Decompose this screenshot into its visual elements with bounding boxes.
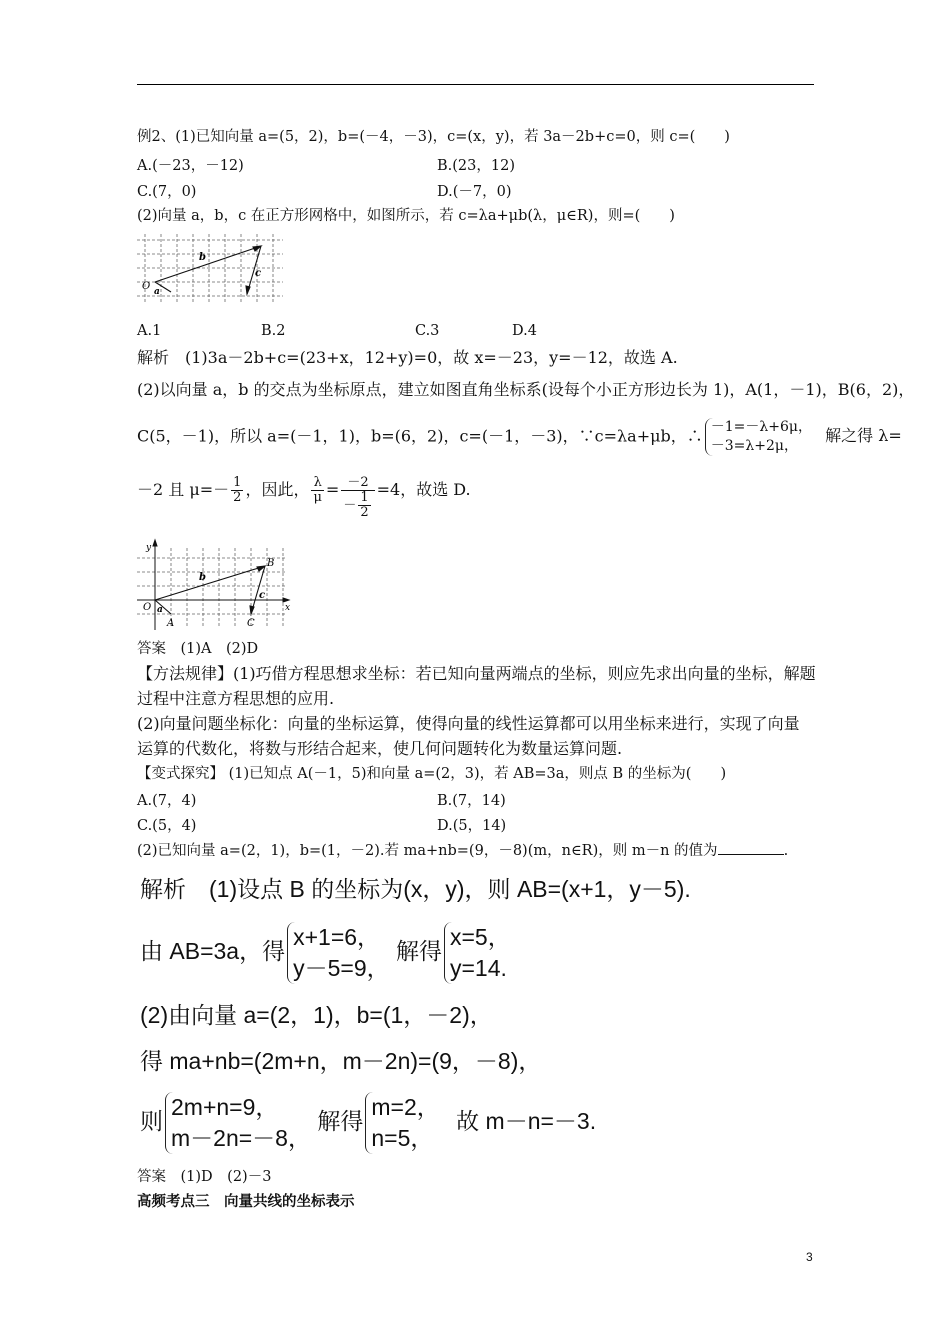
fig2-point-c: C — [247, 618, 255, 629]
variant-solution-line-1: 解析 (1)设点 B 的坐标为(x，y)，则 AB=(x+1，y－5). — [140, 876, 691, 902]
grid-figure-1 — [137, 234, 287, 302]
fraction-big-den-prefix: － — [343, 498, 357, 513]
fig1-a-label: a — [154, 287, 160, 297]
variant-solution-line-2-a: 由 AB=3a，得 — [140, 938, 286, 965]
example-question-1: 例2、(1)已知向量 a=(5，2)，b=(－4，－3)，c=(x，y)，若 3a－2b+c=0，则 c=( ) — [137, 129, 730, 145]
variant-question-1: 【变式探究】 (1)已知点 A(－1，5)和向量 a=(2，3)，若 AB=3a，则点 B 的坐标为( ) — [137, 766, 727, 782]
fraction-ratio-den: μ — [313, 490, 322, 505]
equation-5b: n=5， — [371, 1125, 434, 1152]
solution-line-3 — [137, 418, 902, 456]
solution-line-4-b: ，因此， — [245, 480, 310, 499]
fraction-big-den — [341, 491, 374, 520]
option-a: A.(－23，－12) — [137, 158, 244, 174]
fig2-y-label: y — [146, 543, 152, 553]
fraction-ratio — [311, 476, 323, 505]
fig1-c-label: c — [255, 268, 262, 279]
method-line-4: 运算的代数化，将数与形结合起来，使几何问题转化为数量运算问题. — [137, 739, 623, 758]
equation-2a: x+1=6， — [293, 924, 381, 950]
variant-solution-line-5 — [140, 1092, 596, 1154]
answer-2: 答案 (1)D (2)－3 — [137, 1169, 272, 1185]
variant-solution-line-2 — [140, 922, 511, 984]
variant-option-d: D.(5，14) — [437, 818, 507, 834]
equation-system-5 — [365, 1092, 439, 1154]
fig2-origin-label: O — [143, 602, 152, 613]
variant-solution-line-2-b: 解得 — [396, 938, 442, 965]
fraction-half-num: 1 — [233, 475, 242, 490]
variant-option-a: A.(7，4) — [137, 793, 197, 809]
solution-line-3-text: C(5，－1)，所以 a=(－1，1)，b=(6，2)，c=(－1，－3)，∵c=λa+μb，∴ — [137, 426, 703, 446]
example-question-2: (2)向量 a，b，c 在正方形网格中，如图所示，若 c=λa+μb(λ，μ∈R)，则=( ) — [137, 208, 675, 224]
fraction-half-inner — [358, 491, 370, 520]
fraction-half-inner-den: 2 — [360, 505, 369, 520]
variant-solution-line-5-a: 则 — [140, 1108, 163, 1135]
fig2-x-label: x — [285, 603, 291, 613]
equation-5a: m=2， — [371, 1094, 440, 1120]
fraction-ratio-num: λ — [311, 476, 323, 491]
variant-question-2 — [137, 842, 788, 860]
q2-option-d: D.4 — [512, 323, 537, 339]
solution-line-4-a: －2 且 μ=－ — [137, 480, 230, 499]
method-line-2: 过程中注意方程思想的应用. — [137, 689, 335, 708]
answer-blank — [718, 842, 784, 855]
option-d: D.(－7，0) — [437, 184, 512, 200]
fig2-a-label: a — [157, 605, 163, 615]
variant-solution-line-3: (2)由向量 a=(2，1)，b=(1，－2)， — [140, 1002, 493, 1028]
equation-1b: －3=λ+2μ， — [710, 437, 799, 454]
fig1-b-label: b — [199, 252, 206, 263]
fig2-c-label: c — [259, 590, 266, 601]
fraction-half-den: 2 — [233, 490, 242, 505]
fig2-point-a: A — [167, 618, 175, 629]
equation-3b: y=14. — [450, 955, 507, 982]
variant-option-c: C.(5，4) — [137, 818, 197, 834]
fraction-big-num: －2 — [341, 476, 374, 491]
answer-1: 答案 (1)A (2)D — [137, 641, 259, 657]
fig2-b-label: b — [199, 572, 206, 583]
solution-line-4: －2 且 μ=－ $\frac{1}{2}$ ，因此， $\frac{\lambda}{\mu}$ = －2 － $\frac{1}{2}$ =4，故选 D. — [137, 475, 471, 520]
solution-line-3-end: 解之得 λ= — [825, 426, 902, 446]
variant-question-2-text: (2)已知向量 a=(2，1)，b=(1，－2).若 ma+nb=(9，－8)(m，n∈R)，则 m－n 的值为 — [137, 843, 718, 859]
equation-1a: －1=－λ+6μ， — [710, 419, 813, 435]
fig2-point-b: B — [267, 558, 275, 569]
q2-option-a: A.1 — [137, 323, 162, 339]
equation-system-3 — [444, 922, 511, 984]
q2-option-b: B.2 — [261, 323, 286, 339]
variant-question-2-end: . — [783, 843, 789, 859]
equation-4b: m－2n=－8， — [171, 1125, 311, 1152]
equation-3a: x=5， — [450, 924, 511, 950]
variant-solution-line-5-c: 故 m－n=－3. — [456, 1108, 597, 1135]
fig1-origin-label: O — [142, 281, 151, 292]
option-b: B.(23，12) — [437, 158, 515, 174]
page-number: 3 — [806, 1250, 813, 1264]
solution-line-2: (2)以向量 a，b 的交点为坐标原点，建立如图直角坐标系(设每个小正方形边长为 1)，A(1，－1)，B(6，2)， — [137, 380, 915, 399]
variant-option-b: B.(7，14) — [437, 793, 506, 809]
fraction-big — [341, 476, 374, 520]
equation-system-1 — [705, 418, 812, 456]
section-title: 高频考点三 向量共线的坐标表示 — [137, 1193, 355, 1210]
fraction-half-inner-num: 1 — [360, 490, 369, 505]
equation-system-2 — [287, 922, 390, 984]
method-line-1: 【方法规律】(1)巧借方程思想求坐标：若已知向量两端点的坐标，则应先求出向量的坐标，解题 — [137, 664, 816, 683]
equation-system-4 — [165, 1092, 311, 1154]
option-c: C.(7，0) — [137, 184, 197, 200]
method-line-3: (2)向量问题坐标化：向量的坐标运算，使得向量的线性运算都可以用坐标来进行，实现了向量 — [137, 714, 800, 733]
variant-solution-line-5-b: 解得 — [317, 1108, 364, 1135]
variant-solution-line-4: 得 ma+nb=(2m+n，m－2n)=(9，－8)， — [140, 1048, 542, 1074]
equation-4a: 2m+n=9， — [171, 1094, 279, 1120]
header-rule — [137, 84, 814, 85]
coordinate-figure-2 — [137, 538, 297, 634]
equation-2b: y－5=9， — [293, 955, 390, 982]
q2-option-c: C.3 — [415, 323, 440, 339]
fraction-half — [231, 476, 243, 505]
solution-line-1: 解析 (1)3a－2b+c=(23+x，12+y)=0，故 x=－23，y=－12，故选 A. — [137, 348, 678, 367]
solution-line-4-c: =4，故选 D. — [376, 480, 471, 499]
